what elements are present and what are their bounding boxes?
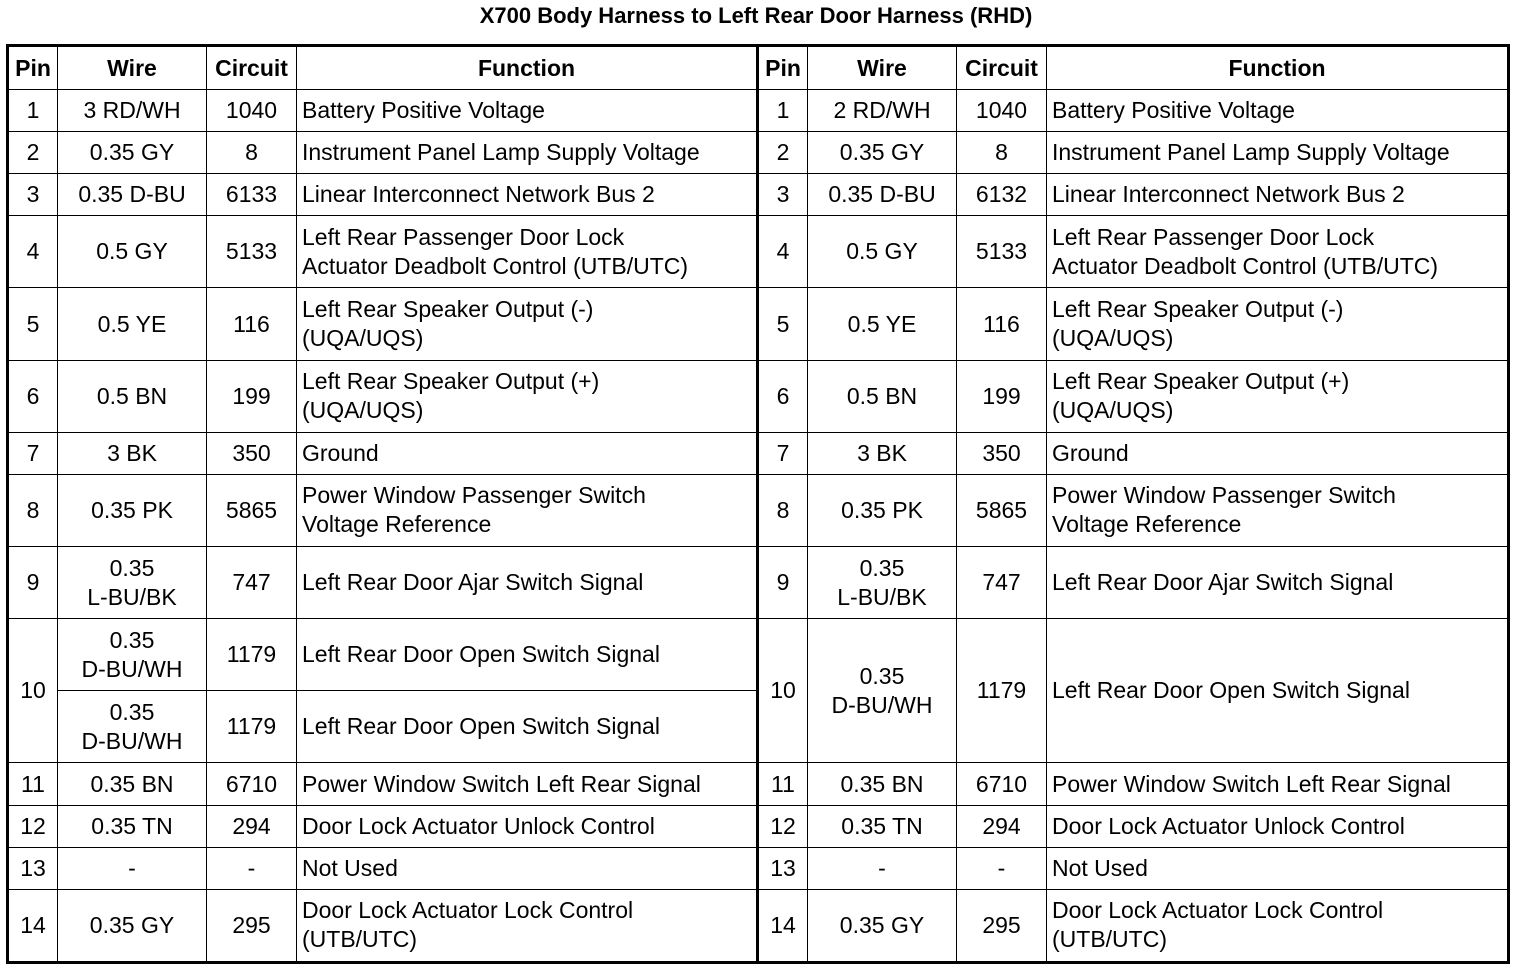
circuit-cell-left: - [207, 847, 297, 889]
circuit-cell-left: 199 [207, 360, 297, 432]
table-row [8, 474, 1509, 546]
wire-line: L-BU/BK [87, 583, 177, 610]
circuit-cell-left: 747 [207, 547, 297, 619]
pin-cell-left: 12 [8, 805, 58, 847]
circuit-cell-right: 5133 [957, 216, 1047, 288]
table-row [8, 90, 1509, 132]
function-cell-right: Battery Positive Voltage [1047, 90, 1509, 132]
circuit-cell-left: 5865 [207, 474, 297, 546]
wire-cell-left [58, 619, 207, 691]
table-row [8, 288, 1509, 360]
table-row [8, 216, 1509, 288]
pin-cell-right: 3 [758, 174, 808, 216]
circuit-cell-left: 8 [207, 132, 297, 174]
function-cell-right: Left Rear Door Open Switch Signal [1047, 619, 1509, 763]
pin-cell-left: 1 [8, 90, 58, 132]
wire-cell-right: 0.35 PK [808, 474, 957, 546]
function-line: Door Lock Actuator Lock Control [302, 897, 634, 924]
wire-cell-left: 0.35 TN [58, 805, 207, 847]
wire-cell-right [808, 547, 957, 619]
pin-cell-right: 2 [758, 132, 808, 174]
circuit-cell-right: 199 [957, 360, 1047, 432]
function-cell-right: Door Lock Actuator Unlock Control [1047, 805, 1509, 847]
function-line: Left Rear Speaker Output (+) [1052, 368, 1350, 395]
table-row [8, 174, 1509, 216]
function-line: (UQA/UQS) [1052, 397, 1174, 424]
wire-cell-right [808, 619, 957, 763]
circuit-cell-left: 1179 [207, 691, 297, 763]
function-line: (UTB/UTC) [1052, 926, 1167, 953]
function-cell-right: Left Rear Door Ajar Switch Signal [1047, 547, 1509, 619]
pin-cell-right: 1 [758, 90, 808, 132]
wire-cell-left: 3 RD/WH [58, 90, 207, 132]
header-pin-left: Pin [8, 46, 58, 90]
function-cell-left [297, 889, 758, 962]
wire-line: D-BU/WH [81, 655, 183, 682]
circuit-cell-right: 350 [957, 432, 1047, 474]
pin-cell-right: 12 [758, 805, 808, 847]
pin-cell-left: 14 [8, 889, 58, 962]
table-row [8, 619, 1509, 691]
header-row [8, 46, 1509, 90]
pin-cell-left: 3 [8, 174, 58, 216]
wire-cell-left: 0.35 GY [58, 889, 207, 962]
wire-cell-right: 0.35 GY [808, 889, 957, 962]
function-cell-left: Left Rear Door Open Switch Signal [297, 619, 758, 691]
wire-cell-right: 0.35 TN [808, 805, 957, 847]
function-cell-left: Left Rear Door Ajar Switch Signal [297, 547, 758, 619]
pin-cell-right: 8 [758, 474, 808, 546]
wire-cell-left: 0.35 D-BU [58, 174, 207, 216]
pin-cell-right: 4 [758, 216, 808, 288]
circuit-cell-left: 1040 [207, 90, 297, 132]
header-pin-right: Pin [758, 46, 808, 90]
circuit-cell-left: 5133 [207, 216, 297, 288]
function-cell-left: Door Lock Actuator Unlock Control [297, 805, 758, 847]
circuit-cell-left: 295 [207, 889, 297, 962]
circuit-cell-right: 5865 [957, 474, 1047, 546]
function-cell-right: Linear Interconnect Network Bus 2 [1047, 174, 1509, 216]
wire-cell-right: 3 BK [808, 432, 957, 474]
page-title: X700 Body Harness to Left Rear Door Harness (RHD) [479, 3, 1033, 28]
function-cell-right: Instrument Panel Lamp Supply Voltage [1047, 132, 1509, 174]
circuit-cell-right: - [957, 847, 1047, 889]
wire-line: 0.35 [109, 698, 155, 725]
pin-cell-left: 4 [8, 216, 58, 288]
function-cell-right: Ground [1047, 432, 1509, 474]
function-cell-left [297, 216, 758, 288]
circuit-cell-right: 747 [957, 547, 1047, 619]
wire-cell-left: 3 BK [58, 432, 207, 474]
function-line: Left Rear Speaker Output (+) [302, 368, 600, 395]
function-cell-left: Instrument Panel Lamp Supply Voltage [297, 132, 758, 174]
circuit-cell-right: 295 [957, 889, 1047, 962]
function-line: Actuator Deadbolt Control (UTB/UTC) [302, 252, 689, 279]
wire-cell-left [58, 547, 207, 619]
function-line: Power Window Passenger Switch [302, 482, 646, 509]
pin-cell-left: 7 [8, 432, 58, 474]
function-line: Power Window Passenger Switch [1052, 482, 1396, 509]
wire-cell-left: 0.35 PK [58, 474, 207, 546]
pin-cell-left: 8 [8, 474, 58, 546]
function-cell-left [297, 360, 758, 432]
pin-cell-right: 11 [758, 763, 808, 805]
wire-line: 0.35 [109, 626, 155, 653]
pin-cell-left: 9 [8, 547, 58, 619]
function-line: Door Lock Actuator Lock Control [1052, 897, 1384, 924]
circuit-cell-left: 6133 [207, 174, 297, 216]
circuit-cell-right: 1179 [957, 619, 1047, 763]
pin-cell-left: 13 [8, 847, 58, 889]
wire-cell-right: 0.5 YE [808, 288, 957, 360]
wire-cell-right: 0.35 D-BU [808, 174, 957, 216]
function-line: (UQA/UQS) [302, 397, 424, 424]
function-line: Left Rear Speaker Output (-) [1052, 296, 1344, 323]
wire-cell-left: 0.5 YE [58, 288, 207, 360]
pin-cell-left: 11 [8, 763, 58, 805]
table-row [8, 360, 1509, 432]
function-cell-left: Left Rear Door Open Switch Signal [297, 691, 758, 763]
wire-cell-left: 0.35 GY [58, 132, 207, 174]
table-row [8, 763, 1509, 805]
table-row [8, 889, 1509, 962]
circuit-cell-left: 350 [207, 432, 297, 474]
function-cell-left: Ground [297, 432, 758, 474]
circuit-cell-right: 6710 [957, 763, 1047, 805]
wire-line: 0.35 [109, 554, 155, 581]
header-function-left: Function [297, 46, 758, 90]
function-line: (UQA/UQS) [302, 325, 424, 352]
circuit-cell-left: 6710 [207, 763, 297, 805]
function-cell-right: Not Used [1047, 847, 1509, 889]
pin-cell-right: 9 [758, 547, 808, 619]
circuit-cell-right: 8 [957, 132, 1047, 174]
function-cell-left [297, 474, 758, 546]
pin-cell-left: 5 [8, 288, 58, 360]
pin-cell-right: 6 [758, 360, 808, 432]
table-row [8, 847, 1509, 889]
circuit-cell-left: 294 [207, 805, 297, 847]
pin-cell-right: 13 [758, 847, 808, 889]
function-cell-right [1047, 360, 1509, 432]
pin-cell-right: 7 [758, 432, 808, 474]
header-circuit-right: Circuit [957, 46, 1047, 90]
table-row [8, 432, 1509, 474]
wire-cell-left: 0.5 BN [58, 360, 207, 432]
function-cell-left: Linear Interconnect Network Bus 2 [297, 174, 758, 216]
pin-cell-left: 10 [8, 619, 58, 763]
table-row [8, 805, 1509, 847]
pin-cell-right: 5 [758, 288, 808, 360]
function-cell-right [1047, 889, 1509, 962]
function-cell-right [1047, 474, 1509, 546]
function-line: Voltage Reference [302, 511, 492, 538]
header-wire-right: Wire [808, 46, 957, 90]
wire-line: 0.35 [859, 662, 905, 689]
wire-line: D-BU/WH [831, 691, 933, 718]
wire-cell-right: 0.5 BN [808, 360, 957, 432]
header-wire-left: Wire [58, 46, 207, 90]
pin-cell-left: 6 [8, 360, 58, 432]
wire-line: L-BU/BK [837, 583, 927, 610]
header-circuit-left: Circuit [207, 46, 297, 90]
circuit-cell-right: 116 [957, 288, 1047, 360]
pinout-table [6, 44, 1510, 964]
function-line: (UTB/UTC) [302, 926, 417, 953]
function-line: Left Rear Speaker Output (-) [302, 296, 594, 323]
wire-cell-left: - [58, 847, 207, 889]
pin-cell-right: 10 [758, 619, 808, 763]
wire-cell-right: 0.35 BN [808, 763, 957, 805]
wire-line: D-BU/WH [81, 727, 183, 754]
function-line: Left Rear Passenger Door Lock [1052, 223, 1375, 250]
function-cell-left: Power Window Switch Left Rear Signal [297, 763, 758, 805]
function-cell-left: Battery Positive Voltage [297, 90, 758, 132]
table-row [8, 132, 1509, 174]
circuit-cell-right: 294 [957, 805, 1047, 847]
header-function-right: Function [1047, 46, 1509, 90]
wire-cell-right: - [808, 847, 957, 889]
wire-cell-right: 0.35 GY [808, 132, 957, 174]
function-cell-right [1047, 216, 1509, 288]
function-line: Actuator Deadbolt Control (UTB/UTC) [1052, 252, 1439, 279]
circuit-cell-left: 116 [207, 288, 297, 360]
circuit-cell-left: 1179 [207, 619, 297, 691]
wire-cell-left: 0.35 BN [58, 763, 207, 805]
function-cell-left [297, 288, 758, 360]
circuit-cell-right: 1040 [957, 90, 1047, 132]
circuit-cell-right: 6132 [957, 174, 1047, 216]
wire-line: 0.35 [859, 554, 905, 581]
function-cell-right [1047, 288, 1509, 360]
wire-cell-left [58, 691, 207, 763]
function-cell-right: Power Window Switch Left Rear Signal [1047, 763, 1509, 805]
function-line: Left Rear Passenger Door Lock [302, 223, 625, 250]
function-line: Voltage Reference [1052, 511, 1242, 538]
table-row [8, 547, 1509, 619]
function-line: (UQA/UQS) [1052, 325, 1174, 352]
wire-cell-right: 0.5 GY [808, 216, 957, 288]
wire-cell-right: 2 RD/WH [808, 90, 957, 132]
pin-cell-left: 2 [8, 132, 58, 174]
function-cell-left: Not Used [297, 847, 758, 889]
pin-cell-right: 14 [758, 889, 808, 962]
wire-cell-left: 0.5 GY [58, 216, 207, 288]
